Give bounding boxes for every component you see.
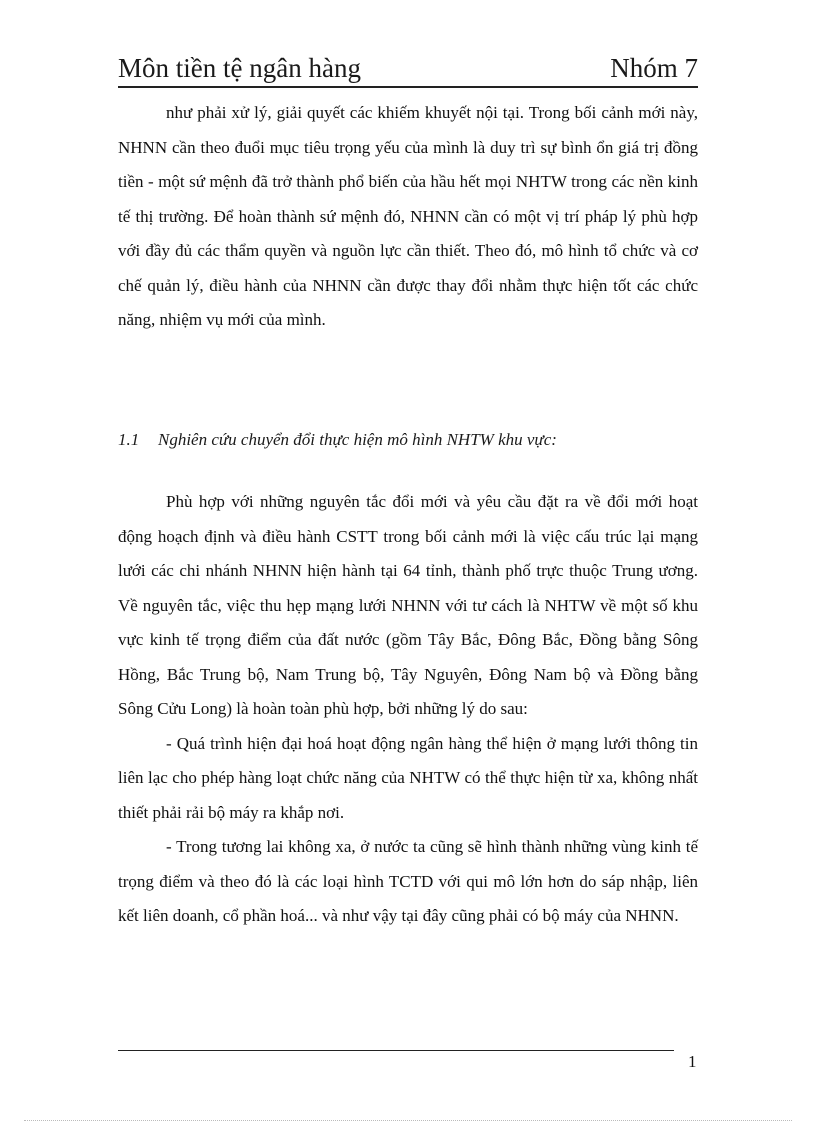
intro-paragraph: như phải xử lý, giải quyết các khiếm khuyết nội tại. Trong bối cảnh mới này, NHNN cần theo đuổi mục tiêu trọng yếu của mình là duy trì sự bình ổn giá trị đồng tiền - một sứ mệnh đã trở thành phổ biến của hầu hết mọi NHTW trong các nền kinh tế thị trường. Để hoàn thành sứ mệnh đó, NHNN cần có một vị trí pháp lý phù hợp với đầy đủ các thẩm quyền và nguồn lực cần thiết. Theo đó, mô hình tổ chức và cơ chế quản lý, điều hành của NHNN cần được thay đổi nhằm thực hiện tốt các chức năng, nhiệm vụ mới của mình. (118, 103, 698, 329)
page-edge-divider (24, 1120, 792, 1121)
intro-block (118, 96, 698, 338)
footer-divider (118, 1050, 674, 1051)
page-number: 1 (688, 1052, 697, 1071)
bullet-item: - Quá trình hiện đại hoá hoạt động ngân hàng thể hiện ở mạng lưới thông tin liên lạc cho phép hàng loạt chức năng của NHTW có thể thực hiện từ xa, không nhất thiết phải rải bộ máy ra khắp nơi. (118, 733, 698, 822)
page-header (118, 50, 698, 88)
header-group-name: Nhóm 7 (610, 53, 698, 83)
content-block (118, 485, 698, 934)
header-title: Môn tiền tệ ngân hàng (118, 53, 361, 83)
section-title-text: Nghiên cứu chuyển đổi thực hiện mô hình NHTW khu vực: (158, 430, 557, 449)
section-heading (118, 428, 557, 452)
section-number: 1.1 (118, 430, 140, 449)
content-paragraph: Phù hợp với những nguyên tắc đổi mới và yêu cầu đặt ra về đổi mới hoạt động hoạch định và điều hành CSTT trong bối cảnh mới là việc cấu trúc lại mạng lưới các chi nhánh NHNN hiện hành tại 64 tỉnh, thành phố trực thuộc Trung ương. Về nguyên tắc, việc thu hẹp mạng lưới NHNN với tư cách là NHTW về một số khu vực kinh tế trọng điểm của đất nước (gồm Tây Bắc, Đông Bắc, Đồng bằng Sông Hồng, Bắc Trung bộ, Nam Trung bộ, Tây Nguyên, Đông Nam bộ và Đồng bằng Sông Cửu Long) là hoàn toàn phù hợp, bởi những lý do sau: (118, 492, 698, 718)
bullet-item: - Trong tương lai không xa, ở nước ta cũng sẽ hình thành những vùng kinh tế trọng điểm và theo đó là các loại hình TCTD với qui mô lớn hơn do sáp nhập, liên kết liên doanh, cổ phần hoá... và như vậy tại đây cũng phải có bộ máy của NHNN. (118, 837, 698, 925)
